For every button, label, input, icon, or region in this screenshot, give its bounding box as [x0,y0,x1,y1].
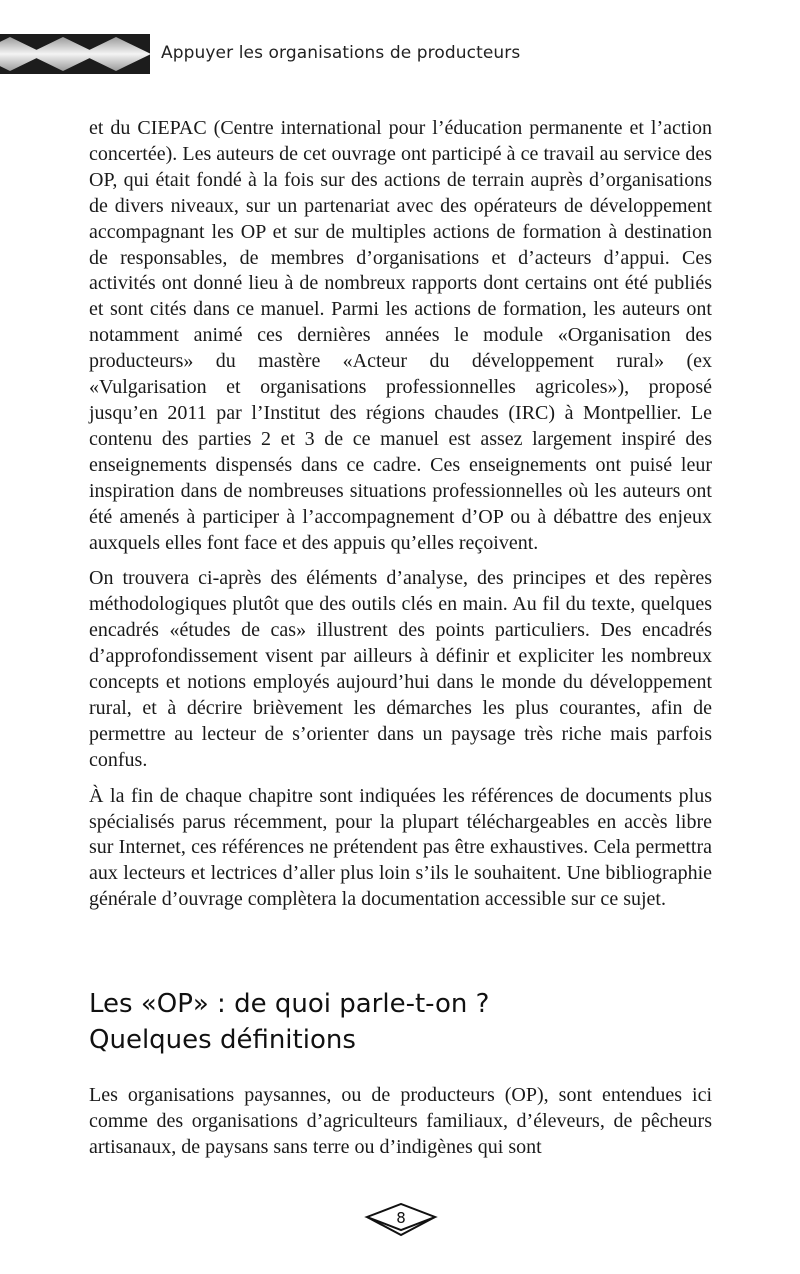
body-text [89,116,712,923]
paragraph: Les organisations paysannes, ou de producteurs (OP), sont entendues ici comme des organisations d’agriculteurs familiaux, d’éleveurs, de pêcheurs artisanaux, de paysans sans terre ou d’indigènes qui sont [89,1084,712,1158]
section-heading-line-1: Les «OP» : de quoi parle-t-on ? [89,989,490,1019]
paragraph: et du CIEPAC (Centre international pour l’éducation permanente et l’action concertée). Les auteurs de cet ouvrage ont participé à ce travail au service des OP, qui était fondé à la fois sur des actions de terrain auprès d’organisations de divers niveaux, sur un partenariat avec des opérateurs de développement accompagnant les OP et sur de multiples actions de formation à destination de responsables, de membres d’organisations et d’acteurs d’appui. Ces activités ont donné lieu à de nombreux rapports dont certains ont été publiés et sont cités dans ce manuel. Parmi les actions de formation, les auteurs ont notamment animé ces dernières années le module «Organisation des producteurs» du mastère «Acteur du développement rural» (ex «Vulgarisation et organisations professionnelles agricoles»), proposé jusqu’en 2011 par l’Institut des régions chaudes (IRC) à Montpellier. Le contenu des parties 2 et 3 de ce manuel est assez largement inspiré des enseignements dispensés dans ce cadre. Ces enseignements ont puisé leur inspiration dans de nombreuses situations professionnelles où les auteurs ont été amenés à participer à l’accompagnement d’OP ou à débattre des enjeux auxquels elles font face et des appuis qu’elles reçoivent. [89,117,712,554]
paragraph: On trouvera ci-après des éléments d’analyse, des principes et des repères méthodologiques plutôt que des outils clés en main. Au fil du texte, quelques encadrés «études de cas» illustrent des points particuliers. Des encadrés d’approfondissement visent par ailleurs à définir et expliciter les nombreux concepts et notions employés aujourd’hui dans le monde du développement rural, et à décrire brièvement les démarches les plus courantes, afin de permettre au lecteur de s’orienter dans un paysage très riche mais parfois confus. [89,567,712,771]
section-heading-line-2: Quelques définitions [89,1025,356,1055]
running-header [0,34,800,74]
running-title: Appuyer les organisations de producteurs [161,43,521,63]
page-number: 8 [396,1209,406,1227]
paragraph: À la fin de chaque chapitre sont indiquées les références de documents plus spécialisés parus récemment, pour la plupart téléchargeables en accès libre sur Internet, ces références ne prétendent pas être exhaustives. Cela permettra aux lecteurs et lectrices d’aller plus loin s’ils le souhaitent. Une bibliographie générale d’ouvrage complètera la documentation accessible sur ce sujet. [89,784,712,911]
diamond-band-ornament [0,34,150,74]
section-body-text [89,1083,712,1171]
page-number-badge [364,1203,438,1237]
section-heading [89,986,712,1058]
